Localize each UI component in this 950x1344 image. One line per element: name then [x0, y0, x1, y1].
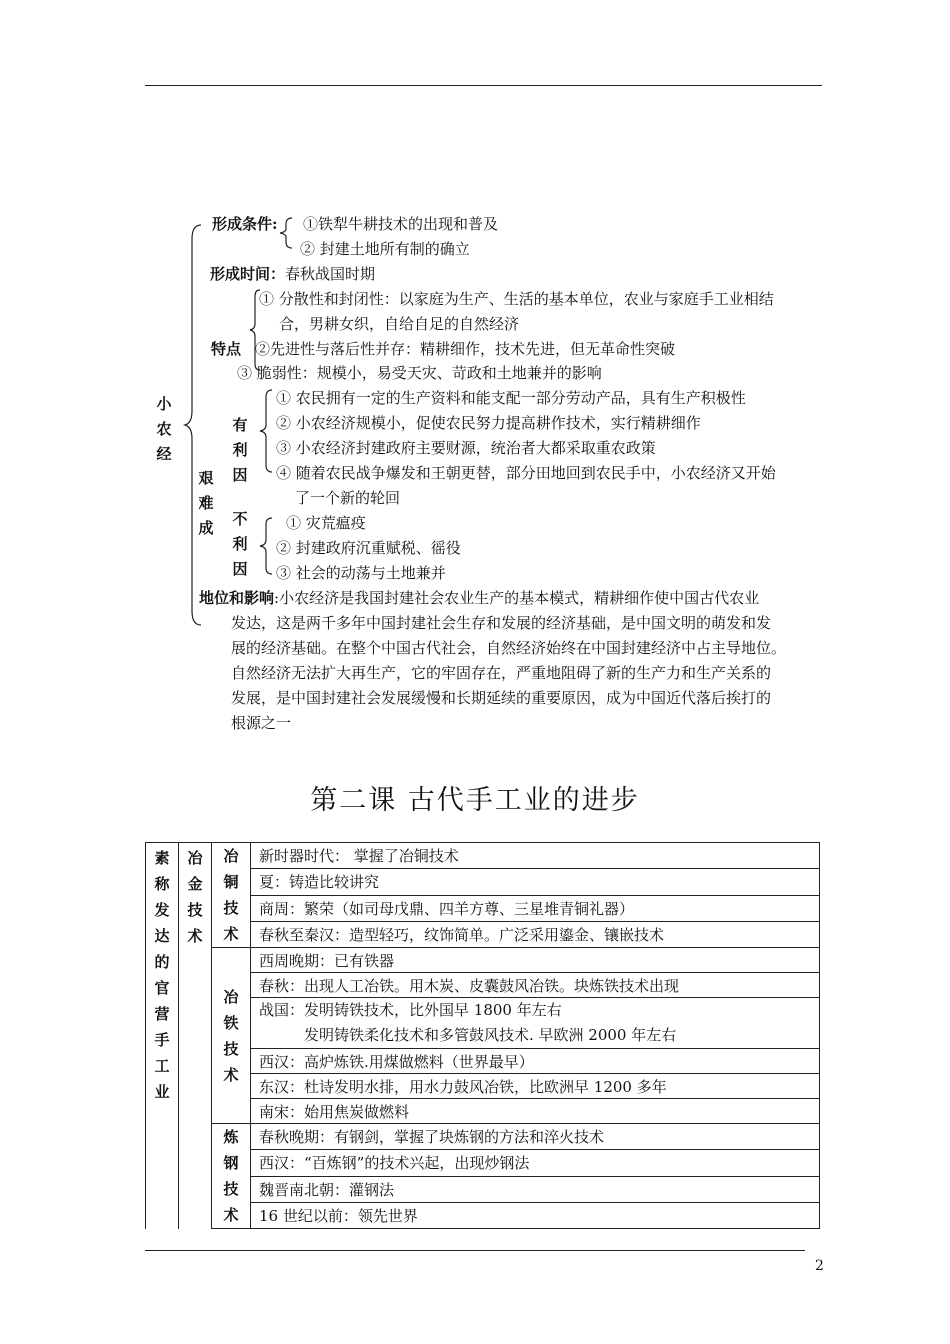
status-line-6: 根源之一	[231, 714, 292, 732]
formation-time-value: 春秋战国时期	[285, 265, 376, 283]
formation-condition-2: ② 封建土地所有制的确立	[300, 240, 470, 258]
footer-rule	[145, 1250, 805, 1251]
table-row: 东汉：杜诗发明水排，用水力鼓风冶铁，比欧洲早 1200 多年	[251, 1074, 820, 1099]
unfavorable-factor-2: ② 封建政府沉重赋税、徭役	[276, 539, 461, 557]
unfavorable-brace	[260, 518, 274, 574]
outline-root-label: 小农经	[156, 395, 172, 463]
unfavorable-factor-3: ③ 社会的动荡与土地兼并	[276, 564, 446, 582]
favorable-factor-3: ③ 小农经济封建政府主要财源，统治者大都采取重农政策	[276, 439, 656, 457]
status-line-1	[199, 588, 759, 608]
official-handicraft-label: 素称发达的官营手工业	[154, 849, 170, 1101]
hardship-label: 艰难成	[198, 469, 214, 537]
table-row: 商周：繁荣（如司母戊鼎、四羊方尊、三星堆青铜礼器）	[251, 895, 820, 921]
table-row: 西周晚期：已有铁器	[251, 948, 820, 973]
favorable-label: 有利因	[232, 416, 248, 484]
status-line-4: 自然经济无法扩大再生产，它的牢固存在，严重地阻碍了新的生产力和生产关系的	[231, 664, 772, 682]
status-line-2: 发达，这是两千多年中国封建社会生存和发展的经济基础，是中国文明的萌发和发	[231, 614, 772, 632]
table-row: 新时器时代： 掌握了冶铜技术	[251, 843, 820, 869]
favorable-factor-2: ② 小农经济规模小，促使农民努力提高耕作技术，实行精耕细作	[276, 414, 701, 432]
formation-conditions-label: 形成条件:	[212, 215, 278, 233]
official-handicraft-cell	[146, 843, 179, 1229]
metallurgy-cell	[179, 843, 212, 1229]
steel-label: 炼钢技术	[223, 1128, 239, 1224]
table-row: 春秋晚期：有钢剑，掌握了块炼钢的方法和淬火技术	[251, 1124, 820, 1150]
copper-cell	[212, 843, 251, 948]
unfavorable-label: 不利因	[232, 510, 248, 578]
feature-1-line2: 合，男耕女织，自给自足的自然经济	[279, 315, 520, 333]
favorable-factor-4-cont: 了一个新的轮回	[295, 489, 401, 507]
table-row: 西汉：高炉炼铁.用煤做燃料（世界最早）	[251, 1049, 820, 1074]
formation-time-label: 形成时间：	[210, 265, 286, 283]
table-row: 16 世纪以前：领先世界	[251, 1202, 820, 1228]
table-row: 南宋：始用焦炭做燃料	[251, 1099, 820, 1124]
table-row: 夏：铸造比较讲究	[251, 869, 820, 895]
formation-condition-1: ①铁犁牛耕技术的出现和普及	[303, 215, 499, 233]
page-number: 2	[815, 1258, 824, 1274]
table-row	[251, 998, 820, 1049]
warring-states-line-1: 战国：发明铸铁技术，比外国早 1800 年左右	[259, 1001, 562, 1019]
iron-label: 冶铁技术	[223, 987, 239, 1084]
status-line-5: 发展，是中国封建社会发展缓慢和长期延续的重要原因，成为中国近代落后挨打的	[231, 689, 772, 707]
formation-time	[210, 264, 375, 284]
outline-root-brace	[185, 225, 205, 625]
header-rule	[145, 85, 822, 86]
lesson-title: 第二课 古代手工业的进步	[310, 785, 640, 816]
warring-states-line-2: 发明铸铁柔化技术和多管鼓风技术. 早欧洲 2000 年左右	[304, 1026, 677, 1044]
features-label: 特点	[211, 340, 242, 358]
feature-3: ③ 脆弱性：规模小，易受天灾、苛政和土地兼并的影响	[237, 364, 602, 382]
favorable-factor-1: ① 农民拥有一定的生产资料和能支配一部分劳动产品，具有生产积极性	[276, 389, 746, 407]
table-row: 春秋至秦汉：造型轻巧，纹饰简单。广泛采用鎏金、镶嵌技术	[251, 921, 820, 947]
feature-2: ②先进性与落后性并存：精耕细作，技术先进，但无革命性突破	[255, 340, 676, 358]
table-row: 魏晋南北朝：灌钢法	[251, 1176, 820, 1202]
table-row: 西汉：“百炼钢”的技术兴起，出现炒钢法	[251, 1150, 820, 1176]
status-text-1: :小农经济是我国封建社会农业生产的基本模式，精耕细作使中国古代农业	[274, 589, 760, 607]
favorable-brace	[260, 390, 274, 472]
copper-label: 冶铜技术	[223, 847, 239, 943]
table-row: 春秋：出现人工冶铁。用木炭、皮囊鼓风冶铁。块炼铁技术出现	[251, 973, 820, 998]
iron-cell	[212, 948, 251, 1124]
feature-1-line1: ① 分散性和封闭性：以家庭为生产、生活的基本单位，农业与家庭手工业相结	[259, 290, 774, 308]
steel-cell	[212, 1124, 251, 1229]
formation-conditions-brace	[280, 218, 294, 248]
status-line-3: 展的经济基础。在整个中国古代社会，自然经济始终在中国封建经济中占主导地位。	[231, 639, 787, 657]
favorable-factor-4: ④ 随着农民战争爆发和王朝更替，部分田地回到农民手中，小农经济又开始	[276, 464, 776, 482]
handicraft-table	[145, 842, 820, 1229]
unfavorable-factor-1: ① 灾荒瘟疫	[286, 514, 366, 532]
status-label: 地位和影响	[199, 589, 275, 607]
metallurgy-label: 冶金技术	[187, 849, 203, 945]
